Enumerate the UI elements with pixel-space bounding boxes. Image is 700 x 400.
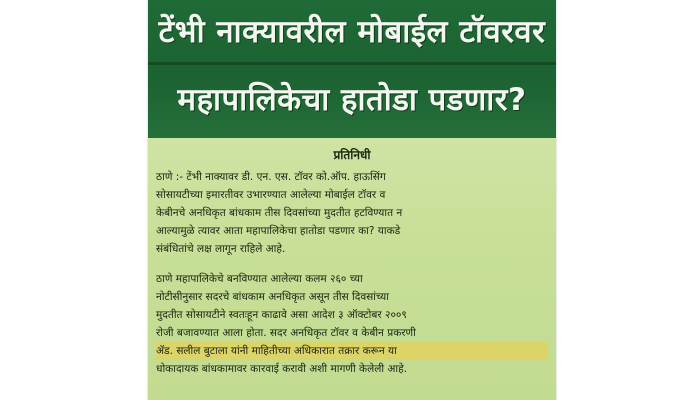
byline: प्रतिनिधी — [333, 148, 371, 162]
newspaper-clipping — [148, 0, 556, 400]
article-body — [148, 138, 556, 400]
paragraph-2-highlighted-line: ॲड. सलील बुटाला यांनी माहितीच्या अधिकारात तक्रार करून या — [156, 342, 548, 360]
paragraph-2-line: ठाणे महापालिकेचे बनविण्यात आलेल्या कलम २६० च्या — [156, 273, 363, 285]
paragraph-2-line: मुदतीत सोसायटीने स्वतःहून काढावे असा आदेश ३ ऑक्टोबर २००९ — [156, 309, 407, 321]
paragraph-1 — [156, 168, 548, 258]
paragraph-2-line: धोकादायक बांधकामावर कारवाई करावी अशी मागणी केलेली आहे. — [156, 363, 408, 375]
paragraph-2 — [156, 270, 548, 378]
headline-banner — [148, 0, 556, 138]
paragraph-1-line: संबंधितांचे लक्ष लागून राहिले आहे. — [156, 243, 286, 255]
paragraph-1-line: केबीनचे अनधिकृत बांधकाम तीस दिवसांच्या मुदतीत हटविण्यात न — [156, 207, 403, 219]
headline-line-1: टेंभी नाक्यावरील मोबाईल टॉवरवर — [158, 14, 546, 50]
paragraph-1-line: आल्यामुळे त्यावर आता महापालिकेचा हातोडा पडणार का? याकडे — [156, 225, 401, 237]
headline-line-2: महापालिकेचा हातोडा पडणार? — [177, 82, 527, 118]
paragraph-1-line: सोसायटीच्या इमारतीवर उभारण्यात आलेल्या मोबाईल टॉवर व — [156, 189, 386, 201]
paragraph-2-line: नोटीसीनुसार सदरचे बांधकाम अनधिकृत असून तीस दिवसांच्या — [156, 291, 389, 303]
paragraph-1-line: ठाणे :- टेंभी नाक्यावर डी. एन. एस. टॉवर को.ऑप. हाऊसिंग — [156, 171, 386, 183]
headline-divider — [148, 62, 556, 65]
paragraph-2-line: रोजी बजावण्यात आला होता. सदर अनधिकृत टॉवर व केबीन प्रकरणी — [156, 327, 416, 339]
